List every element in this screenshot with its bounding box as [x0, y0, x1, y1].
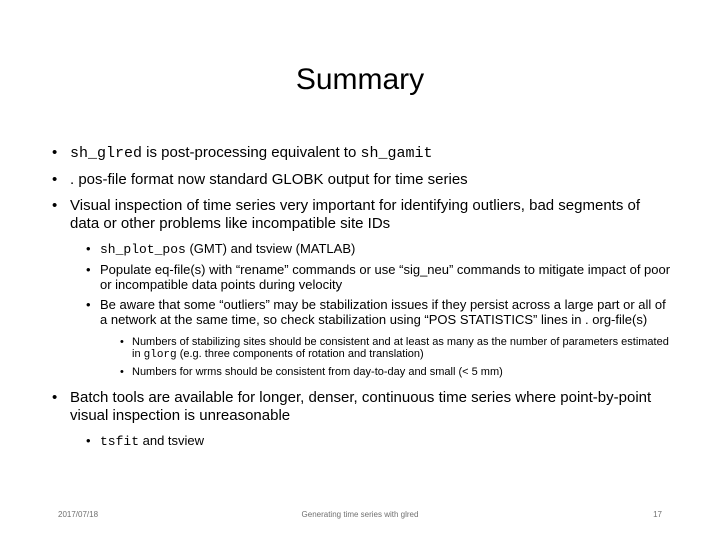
bullet-icon: •: [52, 171, 58, 188]
bullet-3-text: Visual inspection of time series very important for identifying outliers, bad segments of data or other problems like incompatible site IDs: [70, 197, 640, 232]
bullet-icon: •: [86, 241, 91, 256]
bullet-3-sub-1: [86, 241, 672, 257]
bullet-3-sub-3-item-1-code: glorg: [143, 349, 177, 361]
bullet-3-sub-3-item-1: [120, 336, 672, 361]
bullet-4-sub-1-text: and tsview: [139, 433, 205, 448]
bullet-2-text: . pos-file format now standard GLOBK output for time series: [70, 171, 468, 188]
bullet-3-sub-2: [86, 262, 672, 292]
bullet-icon: •: [120, 366, 124, 378]
bullet-2: [52, 171, 672, 189]
bullet-icon: •: [86, 433, 91, 448]
bullet-3: [52, 197, 672, 233]
bullet-3-sub-3-item-2-text: Numbers for wrms should be consistent from day-to-day and small (< 5 mm): [132, 366, 503, 378]
bullet-3-sub-1-code: sh_plot_pos: [100, 242, 186, 257]
bullet-3-sub-1-text: (GMT) and tsview (MATLAB): [185, 241, 356, 256]
bullet-3-sub-3-item-1-text-b: (e.g. three components of rotation and translation): [176, 348, 424, 360]
bullet-4: [52, 389, 672, 425]
bullet-3-sub-2-text: Populate eq-file(s) with “rename” commands or use “sig_neu” commands to mitigate impact of poor or incompatible data points during velocity: [100, 262, 671, 292]
bullet-3-sub-3-item-1-text-a: Numbers of stabilizing sites should be consistent and at least as many as the number of parameters estimated in: [132, 336, 669, 360]
footer-title: Generating time series with glred: [301, 510, 419, 519]
slide-body: [52, 144, 672, 454]
bullet-4-text: Batch tools are available for longer, denser, continuous time series where point-by-point visual inspection is unreasonable: [70, 389, 652, 424]
bullet-icon: •: [86, 262, 91, 277]
bullet-icon: •: [52, 197, 58, 214]
bullet-icon: •: [86, 297, 91, 312]
bullet-icon: •: [120, 336, 124, 348]
bullet-3-sub-3-item-2: [120, 366, 672, 378]
bullet-3-sub-3-text: Be aware that some “outliers” may be stabilization issues if they persist across a large part or all of a network at the same time, so check stabilization using “POS STATISTICS” lines in . org-file(s): [100, 297, 666, 327]
bullet-icon: •: [52, 144, 58, 161]
bullet-3-sub-3: [86, 297, 672, 327]
page-number: 17: [653, 510, 662, 519]
bullet-1: [52, 144, 672, 163]
bullet-icon: •: [52, 389, 58, 406]
bullet-4-sub-1-code: tsfit: [100, 434, 140, 449]
bullet-1-code-2: sh_gamit: [360, 145, 433, 162]
bullet-1-code-1: sh_glred: [70, 145, 143, 162]
slide-footer: [0, 510, 720, 522]
footer-date: 2017/07/18: [58, 510, 99, 519]
bullet-1-text: is post-processing equivalent to: [142, 144, 361, 161]
slide-title: Summary: [295, 63, 425, 96]
bullet-4-sub-1: [86, 433, 672, 449]
